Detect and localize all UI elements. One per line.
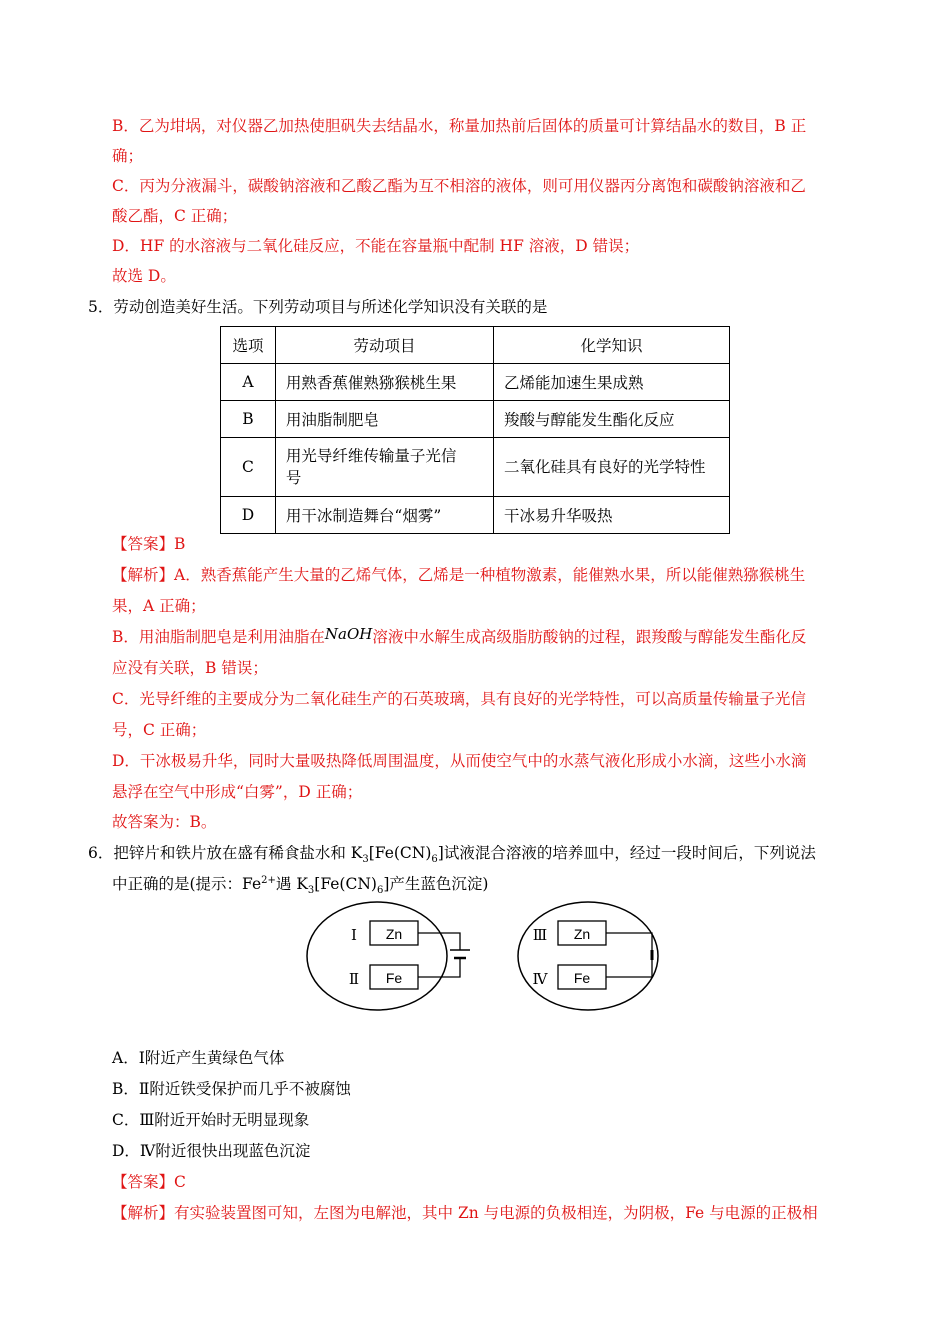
q5-row-c-labor-line2: 号 [285,469,302,487]
q5-analysis-d-line1: D．干冰极易升华，同时大量吸热降低周围温度，从而使空气中的水蒸气液化形成小水滴，这些小水滴 [112,752,807,770]
q5-answer-tag: 【答案】 [112,535,175,553]
q6-analysis-tag: 【解析】 [112,1204,175,1222]
table-row [221,438,730,497]
q6-stem2-pre: 中正确的是(提示：Fe [112,875,262,893]
q5-analysis-b-line2: 应没有关联，B 错误； [112,659,268,677]
q5-stem: 5．劳动创造美好生活。下列劳动项目与所述化学知识没有关联的是 [88,298,548,316]
q5-row-c-labor-line1: 用光导纤维传输量子光信 [285,447,457,465]
q6-stem1-sub2: 6 [431,854,438,866]
q5-row-b-option: B [221,401,276,438]
left-zn-label: Zn [385,926,403,942]
q6-stem-line1 [88,843,862,866]
q6-stem1-sub1: 3 [362,854,369,866]
q5-header-option: 选项 [221,327,276,364]
prev-analysis-c-line2: 酸乙酯，C 正确； [112,207,238,225]
q6-stem2-sup: 2+ [261,874,276,886]
q5-analysis-b-pre: B．用油脂制肥皂是利用油脂在 [112,628,325,646]
q6-option-a: A．Ⅰ附近产生黄绿色气体 [112,1049,285,1067]
right-fe-label: Fe [573,970,591,986]
q5-header-labor: 劳动项目 [275,327,493,364]
left-fe-label: Fe [385,970,403,986]
q5-answer-value: B [174,535,186,553]
q5-row-d-labor: 用干冰制造舞台“烟雾” [275,497,493,534]
table-row [221,497,730,534]
q6-answer-value: C [174,1173,186,1191]
prev-analysis-conclusion: 故选 D。 [112,267,176,285]
left-top-roman: Ⅰ [351,926,357,944]
right-petri-dish [518,902,658,1010]
q5-analysis-d-line2: 悬浮在空气中形成“白雾”，D 正确； [112,783,363,801]
q5-row-d-option: D [221,497,276,534]
q5-conclusion: 故答案为：B。 [112,813,217,831]
q6-option-d: D．Ⅳ附近很快出现蓝色沉淀 [112,1142,311,1160]
q5-analysis-a-line2: 果，A 正确； [112,597,206,615]
q5-row-a-labor: 用熟香蕉催熟猕猴桃生果 [275,364,493,401]
left-bottom-wire [418,958,460,977]
q5-analysis-a-line1 [112,565,862,585]
q5-table [220,326,730,534]
q5-row-a-option: A [221,364,276,401]
q5-row-c-knowledge: 二氧化硅具有良好的光学特性 [494,438,730,497]
q5-row-b-labor: 用油脂制肥皂 [275,401,493,438]
q5-analysis-a-text: A．熟香蕉能产生大量的乙烯气体，乙烯是一种植物激素，能催熟水果，所以能催熟猕猴桃生 [174,566,806,584]
q5-header-knowledge: 化学知识 [494,327,730,364]
q5-analysis-tag: 【解析】 [112,566,175,584]
q5-row-a-knowledge: 乙烯能加速生果成熟 [494,364,730,401]
right-bottom-roman: Ⅳ [532,970,548,988]
q5-analysis-b-line1 [112,627,862,647]
q5-row-c-option: C [221,438,276,497]
right-zn-label: Zn [573,926,591,942]
q6-stem2-post: ]产生蓝色沉淀) [383,875,489,893]
q6-stem-line2 [112,874,862,897]
q6-stem2-mid2: [Fe(CN) [314,875,377,893]
table-row [221,364,730,401]
prev-analysis-b-line2: 确； [112,147,144,165]
table-row [221,401,730,438]
left-top-wire [418,933,460,950]
left-bottom-roman: Ⅱ [348,970,360,988]
q6-analysis-text: 有实验装置图可知，左图为电解池，其中 Zn 与电源的负极相连，为阴极，Fe 与电源的正极相 [174,1204,818,1222]
q6-answer-tag: 【答案】 [112,1173,175,1191]
q6-answer [112,1172,862,1192]
q5-table-header [221,327,730,364]
q6-stem1-pre: 6．把锌片和铁片放在盛有稀食盐水和 K [88,844,363,862]
q6-stem1-mid: [Fe(CN) [368,844,432,862]
q5-naoh-formula: NaOH [324,625,373,643]
q6-option-c: C．Ⅲ附近开始时无明显现象 [112,1111,310,1129]
q6-stem2-sub1: 3 [307,885,315,897]
q6-option-b: B．Ⅱ附近铁受保护而几乎不被腐蚀 [112,1080,351,1098]
q6-stem2-mid: 遇 K [275,875,308,893]
q5-analysis-b-post: 溶液中水解生成高级脂肪酸钠的过程，跟羧酸与醇能发生酯化反 [372,628,807,646]
q5-row-b-knowledge: 羧酸与醇能发生酯化反应 [494,401,730,438]
q5-row-c-labor [275,438,493,497]
prev-analysis-b-line1: B．乙为坩埚，对仪器乙加热使胆矾失去结晶水，称量加热前后固体的质量可计算结晶水的数目，B 正 [112,117,807,135]
left-petri-dish [307,902,447,1010]
right-connecting-wire [606,933,652,977]
q5-analysis-c-line1: C．光导纤维的主要成分为二氧化硅生产的石英玻璃，具有良好的光学特性，可以高质量传输量子光信 [112,690,806,708]
q6-electrochem-diagram [300,900,670,1020]
prev-analysis-c-line1: C．丙为分液漏斗，碳酸钠溶液和乙酸乙酯为互不相溶的液体，则可用仪器丙分离饱和碳酸钠溶液和乙 [112,177,806,195]
q6-stem1-post: ]试液混合溶液的培养皿中，经过一段时间后，下列说法 [437,844,816,862]
q6-stem2-sub2: 6 [376,885,384,897]
q5-row-d-knowledge: 干冰易升华吸热 [494,497,730,534]
q6-analysis-line1 [112,1203,862,1223]
right-top-roman: Ⅲ [532,926,548,944]
prev-analysis-d-line: D．HF 的水溶液与二氧化硅反应，不能在容量瓶中配制 HF 溶液，D 错误； [112,237,640,255]
q5-analysis-c-line2: 号，C 正确； [112,721,207,739]
q5-answer [112,534,862,554]
